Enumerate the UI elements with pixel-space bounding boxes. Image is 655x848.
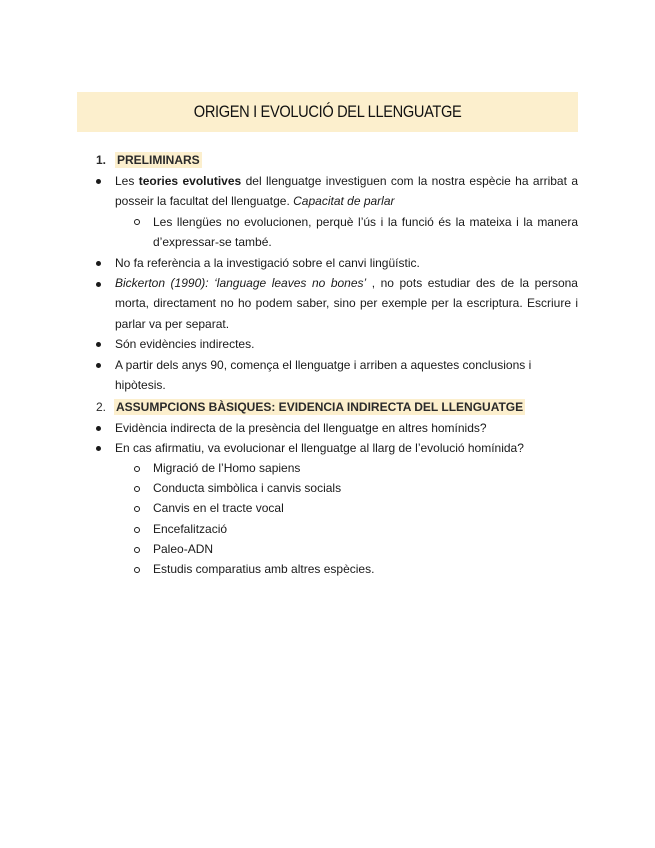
citation: Bickerton (1990): ‘language leaves no bones’	[115, 276, 367, 290]
list-item: Evidència indirecta de la presència del llenguatge en altres homínids?	[115, 421, 487, 435]
circle-bullet-icon	[134, 219, 140, 225]
circle-bullet-icon	[134, 547, 140, 553]
section-2-heading	[96, 400, 525, 414]
circle-bullet-icon	[134, 466, 140, 472]
bullet-icon	[96, 179, 101, 184]
section-2-label: ASSUMPCIONS BÀSIQUES: EVIDENCIA INDIRECTA DEL LLENGUATGE	[116, 400, 524, 414]
title-band	[77, 92, 578, 132]
circle-bullet-icon	[134, 527, 140, 533]
sub-list-item: Estudis comparatius amb altres espècies.	[153, 562, 375, 576]
page-title: ORIGEN I EVOLUCIÓ DEL LLENGUATGE	[193, 102, 462, 121]
sub-list-item: Encefalització	[153, 522, 228, 536]
list-item: Són evidències indirectes.	[115, 337, 255, 351]
section-1-number: 1.	[96, 153, 107, 167]
circle-bullet-icon	[134, 486, 140, 492]
bullet-icon	[96, 342, 101, 347]
list-item: Bickerton (1990): ‘language leaves no bones’ , no pots estudiar des de la persona morta, directament no ho podem saber, sino per exemple per la escriptura. Escriure i parlar va per separat.	[115, 276, 578, 331]
italic-note: Capacitat de parlar	[293, 194, 395, 209]
circle-bullet-icon	[134, 506, 140, 512]
list-item: Les teories evolutives del llenguatge investiguen com la nostra espècie ha arribat a posseir la facultat del llenguatge. Capacitat de parlar	[115, 174, 579, 209]
section-2-number: 2.	[96, 400, 107, 414]
bullet-icon	[96, 261, 101, 266]
list-item: No fa referència a la investigació sobre el canvi lingüístic.	[115, 256, 420, 270]
sub-list-item: Canvis en el tracte vocal	[153, 501, 284, 515]
bullet-icon	[96, 446, 101, 451]
sub-list-item: Paleo-ADN	[153, 542, 214, 556]
list-item: En cas afirmatiu, va evolucionar el llenguatge al llarg de l’evolució homínida?	[115, 441, 524, 455]
sub-list-item: Migració de l’Homo sapiens	[153, 461, 301, 475]
bullet-icon	[96, 282, 101, 287]
bold-term: teories evolutives	[138, 174, 242, 188]
circle-bullet-icon	[134, 567, 140, 573]
section-1-label: PRELIMINARS	[117, 153, 200, 167]
bullet-icon	[96, 363, 101, 368]
sub-list-item: Les llengües no evolucionen, perquè l’ús i la funció és la mateixa i la manera d’expressar-se també.	[153, 215, 578, 250]
bullet-icon	[96, 426, 101, 431]
list-item: A partir dels anys 90, comença el llenguatge i arriben a aquestes conclusions i hipòtesis.	[115, 358, 532, 393]
section-1-heading	[96, 153, 202, 167]
sub-list-item: Conducta simbòlica i canvis socials	[153, 481, 342, 495]
